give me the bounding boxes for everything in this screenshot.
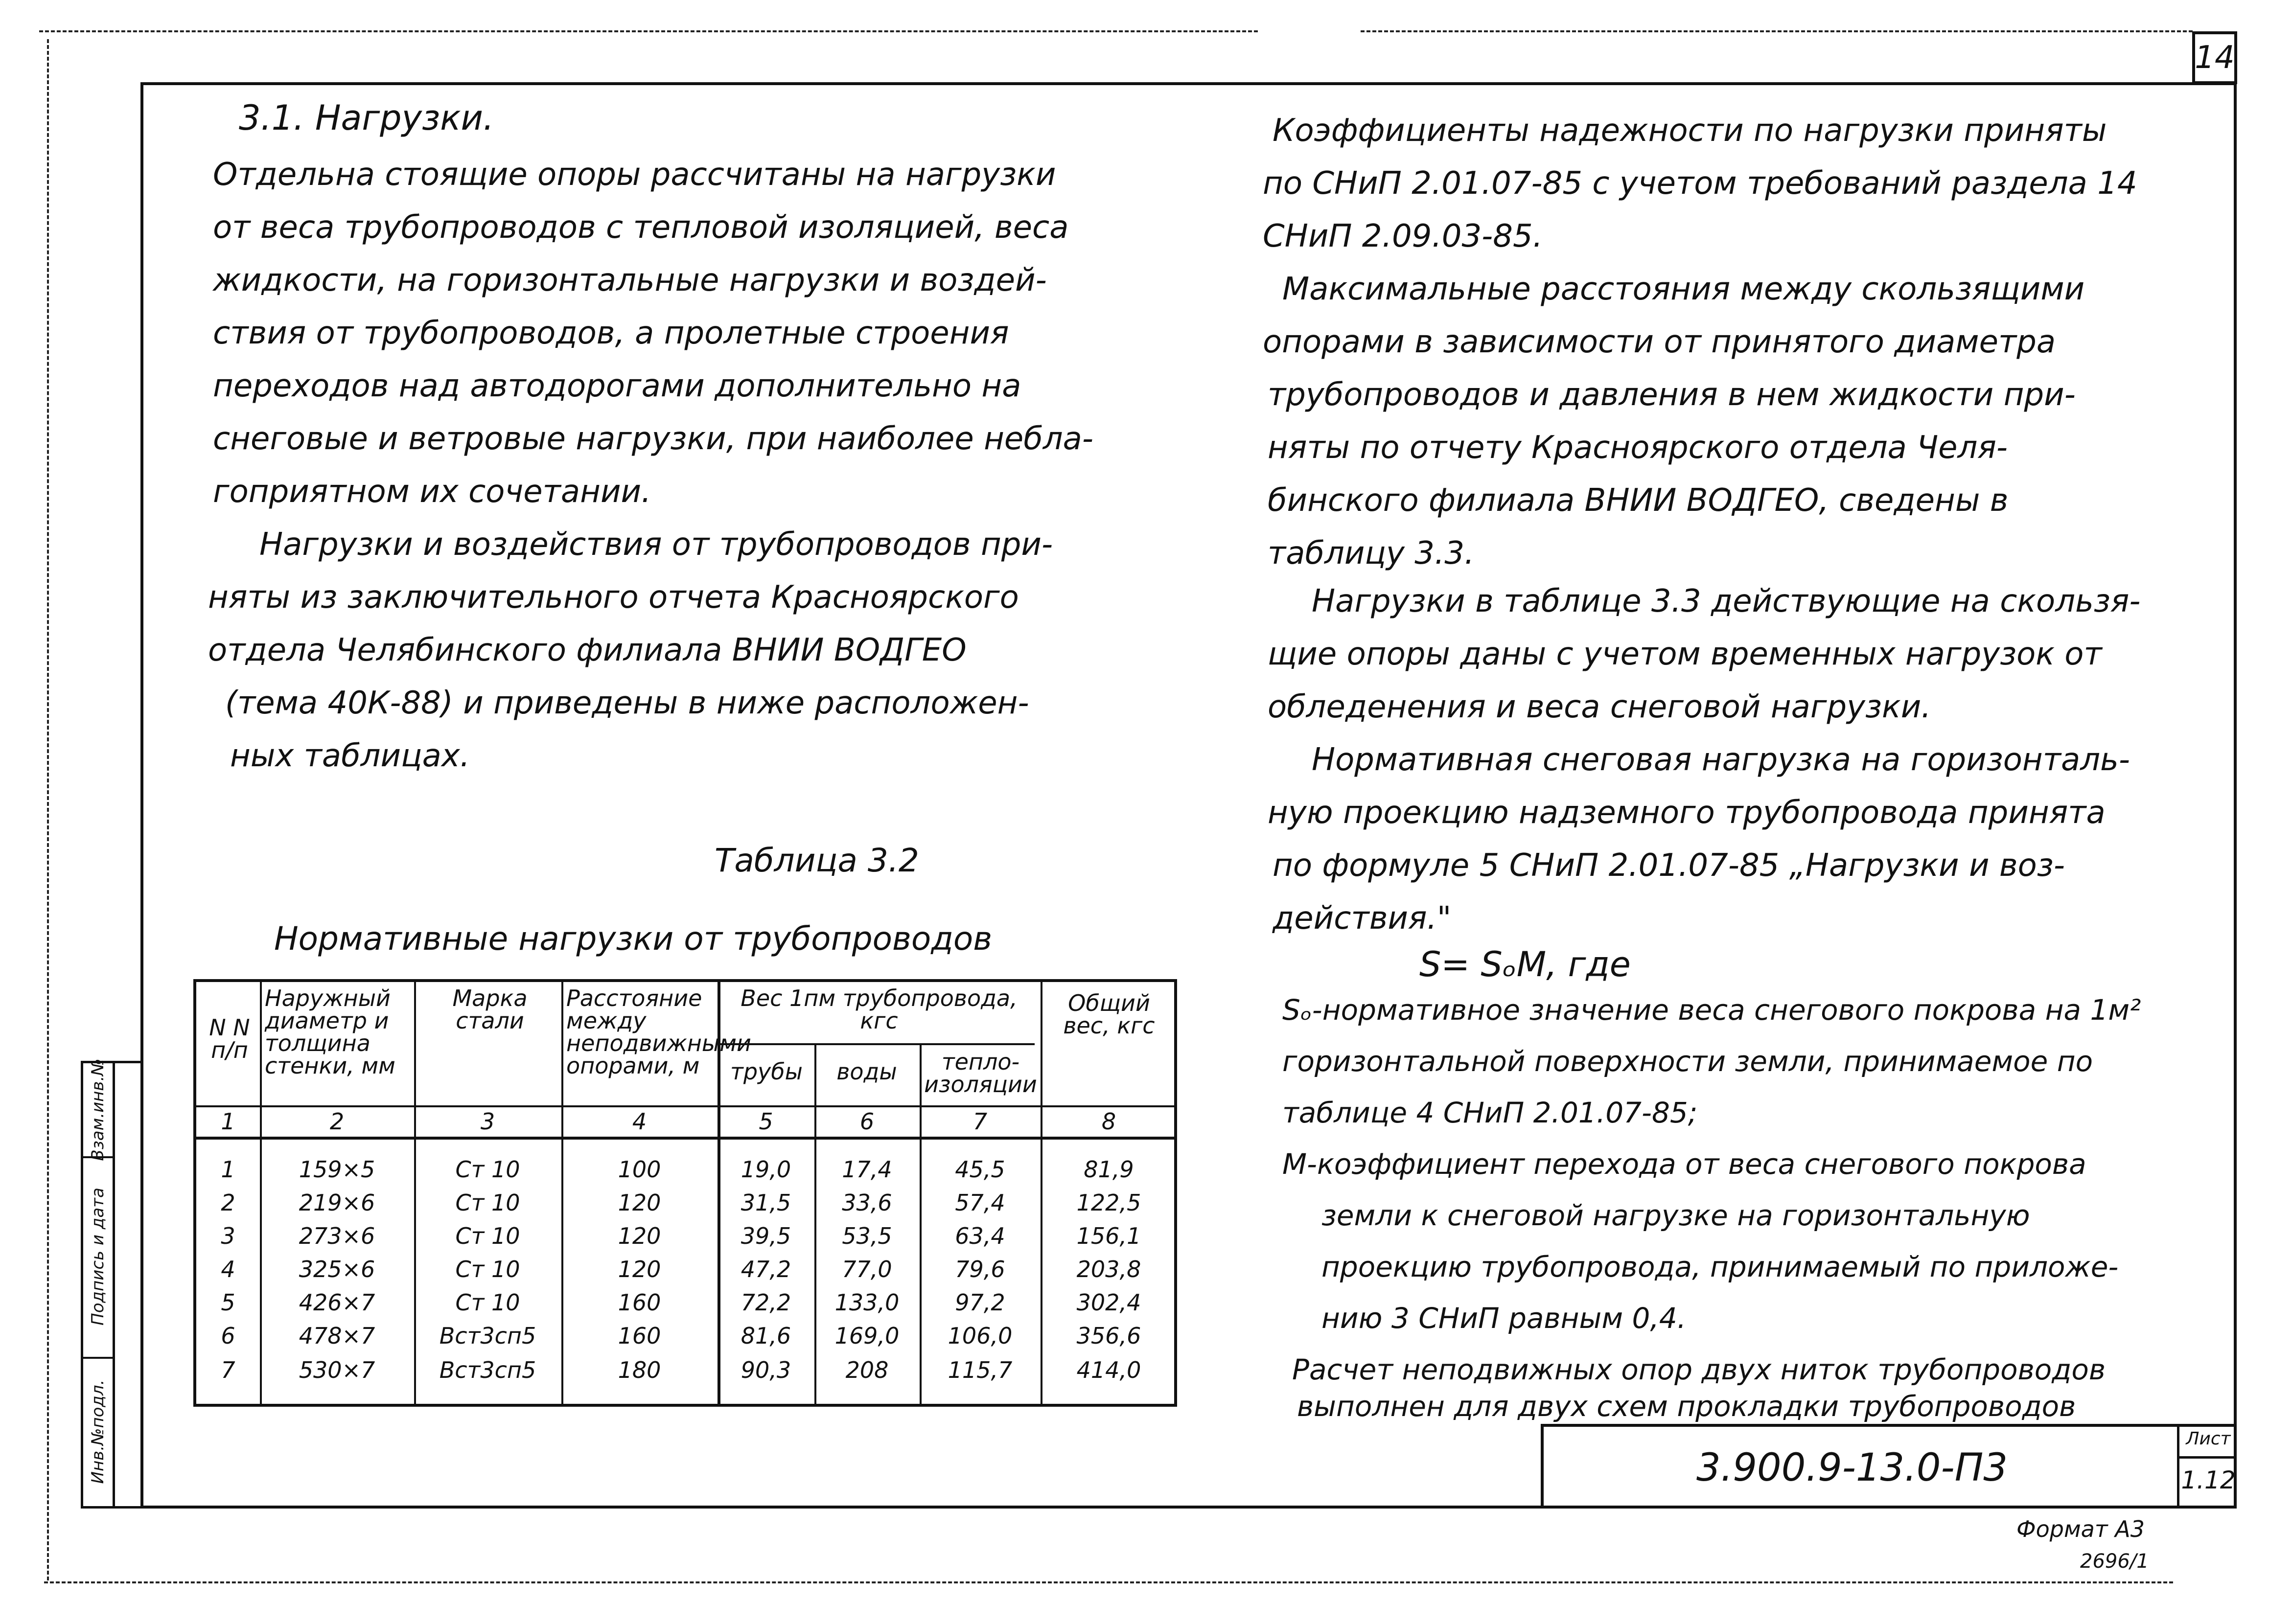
col-number: 3: [480, 1108, 495, 1135]
definition-line: горизонтальной поверхности земли, принимаемое по: [1282, 1045, 2093, 1078]
trim-line-bottom: [44, 1581, 2173, 1583]
cell-total: 81,9: [1084, 1156, 1134, 1183]
cell-num: 7: [221, 1357, 235, 1383]
right-text-line: таблицу 3.3.: [1268, 535, 1475, 572]
right-text-line: Коэффициенты надежности по нагрузки приняты: [1273, 113, 2107, 149]
left-text-line: снеговые и ветровые нагрузки, при наиболее небла-: [213, 421, 1093, 457]
cell-insulation: 45,5: [955, 1156, 1005, 1183]
side-stamp: [81, 1058, 143, 1509]
cell-total: 414,0: [1076, 1357, 1141, 1383]
cell-total: 156,1: [1076, 1223, 1141, 1249]
header-water: воды: [836, 1058, 897, 1085]
side-stamp-sign-date: Подпись и дата: [88, 1188, 108, 1326]
cell-water: 169,0: [834, 1323, 900, 1349]
cell-grade: Вст3сп5: [439, 1323, 536, 1349]
cell-pipes: 90,3: [741, 1357, 791, 1383]
cell-insulation: 57,4: [955, 1189, 1005, 1216]
cell-pipes: 31,5: [741, 1189, 791, 1216]
definition-line: нию 3 СНиП равным 0,4.: [1321, 1302, 1687, 1335]
right-text-line: СНиП 2.09.03-85.: [1263, 218, 1543, 254]
header-total: Общий вес, кгс: [1063, 990, 1155, 1039]
left-text-line: ствия от трубопроводов, а пролетные строения: [213, 315, 1009, 351]
cell-num: 6: [221, 1323, 235, 1349]
header-distance: Расстояние между неподвижными опорами, м: [566, 985, 751, 1079]
side-stamp-replace-inv: Взам.инв.№: [88, 1058, 108, 1161]
cell-insulation: 97,2: [955, 1289, 1005, 1316]
cell-num: 5: [221, 1289, 235, 1316]
header-weight-group: Вес 1пм трубопровода, кгс: [741, 985, 1018, 1034]
cell-diameter: 325×6: [299, 1256, 375, 1282]
col-number: 6: [859, 1108, 875, 1135]
format-label: Формат А3: [2016, 1516, 2145, 1542]
table-title: Нормативные нагрузки от трубопроводов: [274, 920, 993, 958]
cell-water: 133,0: [834, 1289, 900, 1316]
document-code: 3.900.9-13.0-П3: [1696, 1445, 2008, 1490]
cell-grade: Ст 10: [455, 1189, 520, 1216]
left-text-line: отдела Челябинского филиала ВНИИ ВОДГЕО: [208, 632, 967, 668]
cell-grade: Ст 10: [455, 1223, 520, 1249]
cell-distance: 100: [618, 1156, 661, 1183]
cell-diameter: 159×5: [299, 1156, 375, 1183]
definition-line: земли к снеговой нагрузке на горизонтальную: [1321, 1199, 2030, 1232]
table-col-line: [920, 1043, 922, 1404]
title-block-divider: [2177, 1456, 2237, 1459]
col-number: 7: [972, 1108, 988, 1135]
cell-diameter: 219×6: [299, 1189, 375, 1216]
cell-water: 208: [845, 1357, 889, 1383]
left-text-line: (тема 40К-88) и приведены в ниже расположен-: [225, 685, 1029, 721]
right-text-line: няты по отчету Красноярского отдела Челя-: [1268, 430, 2008, 466]
col-number: 8: [1101, 1108, 1116, 1135]
left-text-line: Нагрузки и воздействия от трубопроводов при-: [259, 526, 1053, 563]
header-num: N N п/п: [209, 1014, 250, 1063]
cell-total: 356,6: [1076, 1323, 1141, 1349]
right-text-line: Нагрузки в таблице 3.3 действующие на скользя-: [1312, 583, 2141, 619]
table-row-line: [718, 1043, 1035, 1045]
side-stamp-divider: [113, 1063, 115, 1506]
side-stamp-inv-no: Инв.№подл.: [88, 1379, 108, 1484]
trim-line-top-left: [39, 30, 1258, 32]
snow-load-formula: S= SₒM, где: [1419, 944, 1631, 984]
cell-num: 2: [221, 1189, 235, 1216]
left-text-line: от веса трубопроводов с тепловой изоляцией, веса: [213, 209, 1069, 246]
cell-pipes: 47,2: [741, 1256, 791, 1282]
trim-line-left: [47, 39, 49, 1580]
left-text-line: ных таблицах.: [230, 738, 470, 774]
loads-table: [193, 979, 1177, 1407]
cell-diameter: 478×7: [299, 1323, 375, 1349]
left-text-line: переходов над автодорогами дополнительно на: [213, 368, 1021, 404]
header-insulation: тепло-изоляции: [924, 1049, 1037, 1098]
cell-distance: 120: [618, 1256, 661, 1282]
cell-insulation: 115,7: [948, 1357, 1013, 1383]
archive-number: 2696/1: [2080, 1550, 2149, 1573]
col-number: 5: [759, 1108, 773, 1135]
cell-grade: Ст 10: [455, 1289, 520, 1316]
table-row-line: [196, 1105, 1174, 1107]
definition-line: проекцию трубопровода, принимаемый по приложе-: [1321, 1250, 2119, 1283]
right-text-line: трубопроводов и давления в нем жидкости при-: [1268, 377, 2076, 413]
cell-distance: 120: [618, 1189, 661, 1216]
sheet-value: 1.12: [2181, 1466, 2236, 1494]
definition-line: выполнен для двух схем прокладки трубопроводов: [1297, 1390, 2076, 1423]
definition-line: Расчет неподвижных опор двух ниток трубопроводов: [1292, 1353, 2106, 1386]
cell-pipes: 81,6: [741, 1323, 791, 1349]
cell-distance: 180: [618, 1357, 661, 1383]
cell-grade: Ст 10: [455, 1156, 520, 1183]
right-text-line: ную проекцию надземного трубопровода принята: [1268, 795, 2106, 831]
definition-line: М-коэффициент перехода от веса снегового покрова: [1282, 1147, 2086, 1181]
right-text-line: Максимальные расстояния между скользящими: [1282, 271, 2085, 307]
cell-num: 1: [221, 1156, 235, 1183]
left-text-line: няты из заключительного отчета Красноярского: [208, 579, 1019, 616]
col-number: 2: [329, 1108, 345, 1135]
col-number: 1: [221, 1108, 235, 1135]
cell-water: 33,6: [842, 1189, 892, 1216]
cell-total: 122,5: [1076, 1189, 1141, 1216]
table-number-label: Таблица 3.2: [715, 842, 919, 879]
cell-distance: 120: [618, 1223, 661, 1249]
right-text-line: бинского филиала ВНИИ ВОДГЕО, сведены в: [1268, 482, 2009, 519]
header-pipes: трубы: [730, 1058, 803, 1085]
left-text-line: гоприятном их сочетании.: [213, 474, 651, 510]
cell-distance: 160: [618, 1289, 661, 1316]
right-text-line: обледенения и веса снеговой нагрузки.: [1268, 689, 1931, 725]
cell-distance: 160: [618, 1323, 661, 1349]
right-text-line: щие опоры даны с учетом временных нагрузок от: [1268, 636, 2102, 672]
cell-total: 203,8: [1076, 1256, 1141, 1282]
right-text-line: Нормативная снеговая нагрузка на горизонталь-: [1312, 742, 2130, 778]
cell-diameter: 530×7: [299, 1357, 375, 1383]
definition-line: таблице 4 СНиП 2.01.07-85;: [1282, 1096, 1698, 1129]
right-text-line: по формуле 5 СНиП 2.01.07-85 „Нагрузки и воз-: [1273, 847, 2065, 884]
title-block: [1541, 1424, 2237, 1509]
definition-line: Sₒ-нормативное значение веса снегового покрова на 1м²: [1282, 993, 2141, 1027]
col-number: 4: [632, 1108, 647, 1135]
cell-diameter: 273×6: [299, 1223, 375, 1249]
right-text-line: по СНиП 2.01.07-85 с учетом требований раздела 14: [1263, 165, 2137, 202]
cell-water: 17,4: [842, 1156, 892, 1183]
sheet-label: Лист: [2186, 1429, 2231, 1449]
cell-num: 4: [221, 1256, 235, 1282]
cell-pipes: 72,2: [741, 1289, 791, 1316]
cell-insulation: 79,6: [955, 1256, 1005, 1282]
cell-pipes: 19,0: [741, 1156, 791, 1183]
section-heading: 3.1. Нагрузки.: [239, 98, 494, 138]
cell-total: 302,4: [1076, 1289, 1141, 1316]
header-diameter: Наружный диаметр и толщина стенки, мм: [265, 985, 395, 1079]
trim-line-top-right: [1361, 30, 2193, 32]
cell-grade: Ст 10: [455, 1256, 520, 1282]
cell-water: 77,0: [842, 1256, 892, 1282]
cell-grade: Вст3сп5: [439, 1357, 536, 1383]
sheet-number: 14: [2192, 31, 2237, 84]
header-grade: Марка стали: [452, 985, 528, 1034]
cell-pipes: 39,5: [741, 1223, 791, 1249]
cell-diameter: 426×7: [299, 1289, 375, 1316]
left-text-line: жидкости, на горизонтальные нагрузки и воздей-: [213, 262, 1047, 298]
right-text-line: действия.": [1273, 900, 1452, 937]
cell-insulation: 106,0: [948, 1323, 1013, 1349]
cell-insulation: 63,4: [955, 1223, 1005, 1249]
right-text-line: опорами в зависимости от принятого диаметра: [1263, 324, 2056, 360]
cell-num: 3: [221, 1223, 235, 1249]
table-row-line: [196, 1137, 1174, 1140]
title-block-divider: [2177, 1427, 2179, 1509]
table-col-line: [814, 1043, 816, 1404]
left-text-line: Отдельна стоящие опоры рассчитаны на нагрузки: [213, 157, 1056, 193]
cell-water: 53,5: [842, 1223, 892, 1249]
